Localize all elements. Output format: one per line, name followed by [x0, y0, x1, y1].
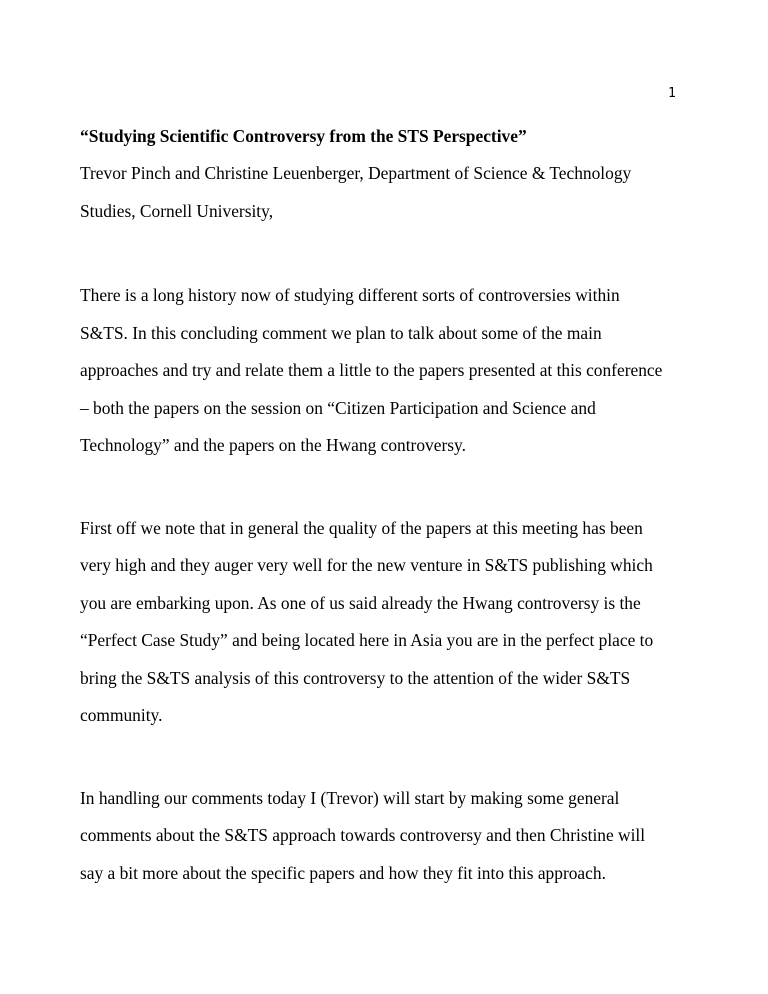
- author-affiliation: [80, 155, 700, 230]
- page-number: 1: [668, 86, 676, 101]
- text-line: community.: [80, 705, 163, 725]
- author-line: Trevor Pinch and Christine Leuenberger, Department of Science & Technology: [80, 163, 632, 183]
- text-line: First off we note that in general the quality of the papers at this meeting has been: [80, 517, 643, 538]
- text-line: very high and they auger very well for the new venture in S&TS publishing which: [80, 555, 653, 575]
- paragraph-plan: [80, 780, 700, 893]
- paragraph-intro: [80, 277, 700, 465]
- text-line: comments about the S&TS approach towards controversy and then Christine will: [80, 825, 646, 845]
- text-line: approaches and try and relate them a little to the papers presented at this conference: [80, 360, 663, 380]
- document-title: “Studying Scientific Controversy from the STS Perspective”: [80, 126, 527, 146]
- text-line: “Perfect Case Study” and being located here in Asia you are in the perfect place to: [80, 630, 654, 650]
- text-line: you are embarking upon. As one of us said already the Hwang controversy is the: [80, 592, 641, 613]
- text-line: There is a long history now of studying different sorts of controversies within: [80, 285, 620, 305]
- text-line: In handling our comments today I (Trevor) will start by making some general: [80, 787, 620, 808]
- text-line: bring the S&TS analysis of this controversy to the attention of the wider S&TS: [80, 667, 631, 688]
- paragraph-quality: [80, 510, 700, 735]
- text-line: say a bit more about the specific papers and how they fit into this approach.: [80, 862, 606, 883]
- text-line: S&TS. In this concluding comment we plan to talk about some of the main: [80, 322, 602, 343]
- document-body: [80, 118, 700, 892]
- text-line: Technology” and the papers on the Hwang controversy.: [80, 435, 466, 455]
- author-line: Studies, Cornell University,: [80, 200, 274, 221]
- text-line: – both the papers on the session on “Citizen Participation and Science and: [80, 397, 596, 418]
